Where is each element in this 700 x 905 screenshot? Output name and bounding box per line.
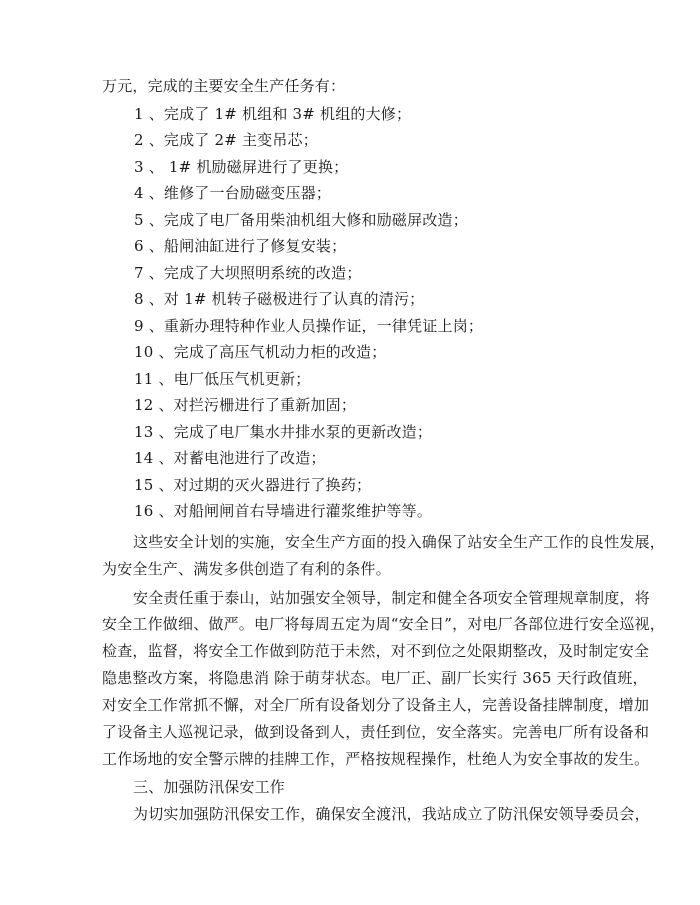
list-item: 7 、完成了大坝照明系统的改造；	[134, 264, 362, 282]
section-heading: 三、加强防汛保安工作	[133, 778, 286, 796]
paragraph-line: 这些安全计划的实施，安全生产方面的投入确保了站安全生产工作的良性发展，	[133, 533, 666, 551]
list-item: 9 、重新办理特种作业人员操作证，一律凭证上岗；	[134, 317, 484, 335]
list-item: 12 、对拦污栅进行了重新加固；	[134, 396, 357, 414]
list-item: 4 、维修了一台励磁变压器；	[134, 184, 332, 202]
paragraph-line: 为安全生产、满发多供创造了有利的条件。	[102, 560, 391, 578]
intro-line: 万元，完成的主要安全生产任务有：	[102, 77, 346, 95]
paragraph-line: 对安全工作常抓不懈，对全厂所有设备划分了设备主人，完善设备挂牌制度，增加	[102, 696, 650, 714]
list-item: 13 、完成了电厂集水井排水泵的更新改造；	[134, 423, 433, 441]
list-item: 6 、船闸油缸进行了修复安装；	[134, 237, 347, 255]
list-item: 16 、对船闸闸首右导墙进行灌浆维护等等。	[134, 502, 433, 520]
paragraph-line: 了设备主人巡视记录，做到设备到人，责任到位，安全落实。完善电厂所有设备和	[102, 723, 650, 741]
list-item: 11 、电厂低压气机更新；	[134, 370, 311, 388]
list-item: 2 、完成了 2# 主变吊芯；	[134, 131, 318, 149]
list-item: 1 、完成了 1# 机组和 3# 机组的大修；	[134, 105, 412, 123]
paragraph-line: 隐患整改方案，将隐患消 除于萌芽状态。电厂正、副厂长实行 365 天行政值班，	[102, 669, 648, 687]
list-item: 15 、对过期的灭火器进行了换药；	[134, 476, 372, 494]
paragraph-line: 安全工作做细、做严。电厂将每周五定为周“安全日”，对电厂各部位进行安全巡视，	[102, 615, 665, 633]
list-item: 10 、完成了高压气机动力柜的改造；	[134, 343, 387, 361]
paragraph-line: 检查，监督，将安全工作做到防范于未然，对不到位之处限期整改，及时制定安全	[102, 642, 650, 660]
list-item: 3 、 1# 机励磁屏进行了更换；	[134, 158, 349, 176]
list-item: 5 、完成了电厂备用柴油机组大修和励磁屏改造；	[134, 211, 468, 229]
list-item: 8 、对 1# 机转子磁极进行了认真的清污；	[134, 290, 425, 308]
list-item: 14 、对蓄电池进行了改造；	[134, 449, 326, 467]
paragraph-line: 安全责任重于泰山，站加强安全领导，制定和健全各项安全管理规章制度，将	[133, 589, 650, 607]
paragraph-line: 为切实加强防汛保安工作，确保安全渡汛，我站成立了防汛保安领导委员会，	[133, 805, 650, 823]
paragraph-line: 工作场地的安全警示牌的挂牌工作，严格按规程操作，杜绝人为安全事故的发生。	[102, 750, 650, 768]
